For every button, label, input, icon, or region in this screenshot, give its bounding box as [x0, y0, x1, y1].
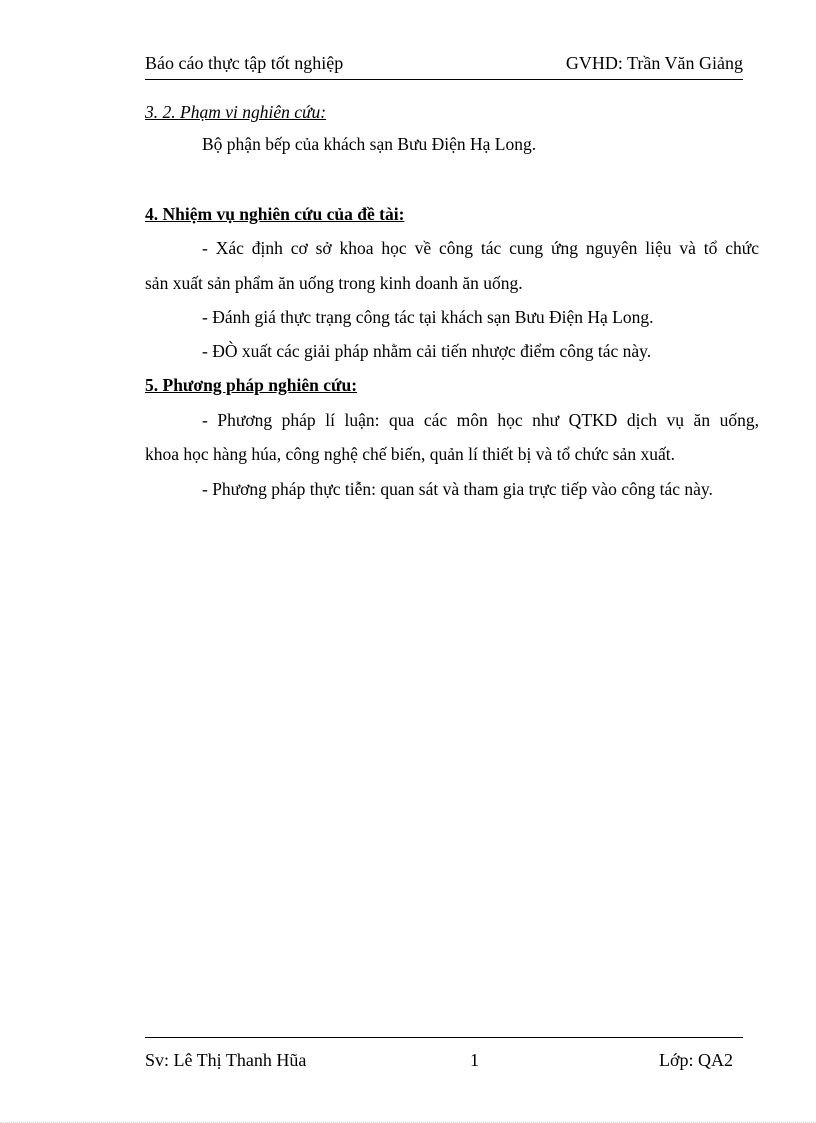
page-header — [145, 53, 743, 77]
section-4-heading: 4. Nhiệm vụ nghiên cứu của đề tài: — [145, 204, 405, 224]
section-4-item-2: - Đánh giá thực trạng công tác tại khách sạn Bưu Điện Hạ Long. — [202, 307, 654, 327]
section-3-2-text: Bộ phận bếp của khách sạn Bưu Điện Hạ Long. — [202, 134, 537, 154]
page-footer — [145, 1050, 733, 1074]
header-report-title: Báo cáo thực tập tốt nghiệp — [145, 53, 344, 73]
section-5-item-2: - Phương pháp thực tiễn: quan sát và tham gia trực tiếp vào công tác này. — [202, 479, 713, 499]
section-5-item-1-line-1: - Phương pháp lí luận: qua các môn học như QTKD dịch vụ ăn uống, — [202, 410, 759, 430]
header-supervisor: GVHD: Trần Văn Giảng — [565, 53, 743, 73]
section-4-item-3: - ĐÒ xuất các giải pháp nhằm cải tiến nhược điểm công tác này. — [202, 341, 652, 361]
header-rule — [145, 79, 743, 80]
footer-rule — [145, 1037, 743, 1038]
footer-page-number: 1 — [470, 1050, 479, 1070]
section-3-2-heading: 3. 2. Phạm vi nghiên cứu: — [145, 102, 327, 122]
section-5-heading: 5. Phương pháp nghiên cứu: — [145, 375, 358, 395]
footer-class: Lớp: QA2 — [658, 1050, 733, 1070]
section-5-item-1-line-2: khoa học hàng húa, công nghệ chế biến, quản lí thiết bị và tổ chức sản xuất. — [145, 444, 675, 464]
section-4-item-1-line-2: sản xuất sản phẩm ăn uống trong kinh doanh ăn uống. — [145, 273, 523, 293]
section-4-item-1-line-1: - Xác định cơ sở khoa học về công tác cung ứng nguyên liệu và tổ chức — [202, 238, 759, 258]
footer-student: Sv: Lê Thị Thanh Hũa — [145, 1050, 307, 1070]
